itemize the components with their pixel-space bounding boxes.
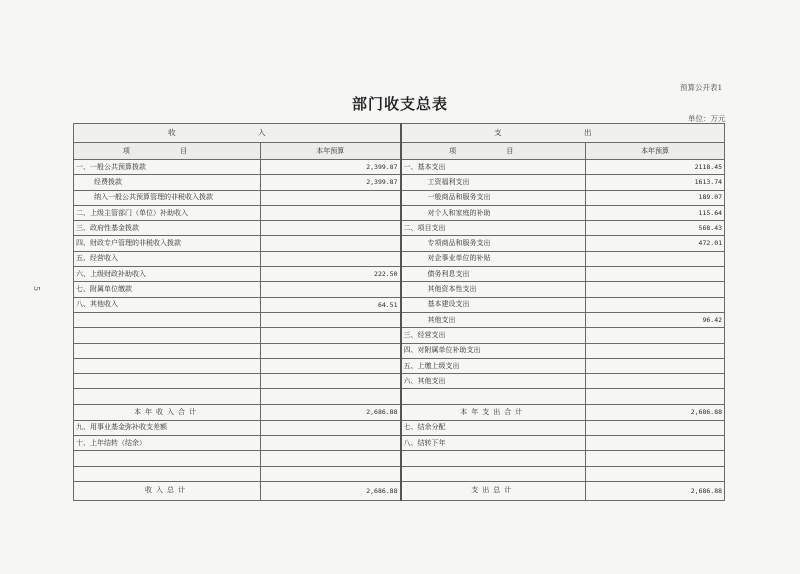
form-number: 预算公开表1 bbox=[680, 83, 723, 92]
income-subtotal-label: 本年收入合计 bbox=[74, 404, 261, 420]
income-item-label: 六、上级财政补助收入 bbox=[74, 267, 261, 282]
expense-item-label: 一般商品和服务支出 bbox=[401, 190, 586, 205]
expense-budget-value: 96.42 bbox=[586, 312, 725, 327]
expense-item-label: 其他支出 bbox=[401, 312, 586, 327]
income-budget-value bbox=[261, 374, 401, 389]
income-total-label: 收入总计 bbox=[74, 481, 261, 500]
income-budget-value bbox=[261, 236, 401, 251]
subtotal-row bbox=[74, 404, 725, 420]
income-budget-value bbox=[261, 312, 401, 327]
expense-item-label bbox=[401, 389, 586, 404]
expense-item-label: 专项商品和服务支出 bbox=[401, 236, 586, 251]
expense-budget-value bbox=[586, 389, 725, 404]
income-item-label: 三、政府性基金拨款 bbox=[74, 221, 261, 236]
expense-item-label: 八、结转下年 bbox=[401, 436, 586, 451]
table-row bbox=[74, 358, 725, 373]
income-budget-value bbox=[261, 251, 401, 266]
expense-total-value: 2,686.88 bbox=[586, 481, 725, 500]
income-budget-value: 222.50 bbox=[261, 267, 401, 282]
expense-item-label: 债务利息支出 bbox=[401, 267, 586, 282]
income-budget-value bbox=[261, 451, 401, 466]
expense-budget-value: 1613.74 bbox=[586, 175, 725, 190]
expense-budget-value bbox=[586, 436, 725, 451]
table-row bbox=[74, 282, 725, 297]
table-row bbox=[74, 236, 725, 251]
expense-item-label: 七、结余分配 bbox=[401, 420, 586, 435]
income-item-label bbox=[74, 374, 261, 389]
income-budget-value: 64.51 bbox=[261, 297, 401, 312]
expense-item-label: 二、项目支出 bbox=[401, 221, 586, 236]
income-item-label bbox=[74, 389, 261, 404]
income-item-label: 经费拨款 bbox=[74, 175, 261, 190]
income-budget-header: 本年预算 bbox=[261, 143, 401, 160]
expense-budget-value bbox=[586, 343, 725, 358]
income-item-label: 一、一般公共预算拨款 bbox=[74, 160, 261, 175]
income-item-label bbox=[74, 466, 261, 481]
income-item-label: 七、附属单位缴款 bbox=[74, 282, 261, 297]
table-row bbox=[74, 221, 725, 236]
unit-label: 单位：万元 bbox=[688, 114, 726, 123]
expense-budget-value bbox=[586, 451, 725, 466]
income-budget-value bbox=[261, 343, 401, 358]
income-item-label: 二、上级主管部门（单位）补助收入 bbox=[74, 205, 261, 220]
income-budget-value bbox=[261, 205, 401, 220]
table-row bbox=[74, 312, 725, 327]
income-subtotal-value: 2,686.88 bbox=[261, 404, 401, 420]
table-row bbox=[74, 420, 725, 435]
income-item-label: 九、用事业基金弥补收支差额 bbox=[74, 420, 261, 435]
expense-total-label: 支出总计 bbox=[401, 481, 586, 500]
table-row bbox=[74, 190, 725, 205]
expense-budget-value bbox=[586, 420, 725, 435]
budget-table-body bbox=[74, 124, 725, 501]
expense-budget-value: 2118.45 bbox=[586, 160, 725, 175]
expense-item-label: 工资福利支出 bbox=[401, 175, 586, 190]
table-row bbox=[74, 436, 725, 451]
expense-budget-header: 本年预算 bbox=[586, 143, 725, 160]
expense-item-label bbox=[401, 466, 586, 481]
table-row bbox=[74, 251, 725, 266]
expense-budget-value bbox=[586, 466, 725, 481]
expense-budget-value bbox=[586, 328, 725, 343]
income-item-label: 八、其他收入 bbox=[74, 297, 261, 312]
expense-budget-value bbox=[586, 297, 725, 312]
table-row bbox=[74, 267, 725, 282]
expense-budget-value bbox=[586, 251, 725, 266]
expense-subtotal-value: 2,686.88 bbox=[586, 404, 725, 420]
income-section-header: 收 入 bbox=[74, 124, 401, 143]
income-budget-value bbox=[261, 328, 401, 343]
income-item-label bbox=[74, 312, 261, 327]
income-budget-value bbox=[261, 358, 401, 373]
table-row bbox=[74, 343, 725, 358]
table-row bbox=[74, 389, 725, 404]
income-budget-value bbox=[261, 420, 401, 435]
expense-item-label: 四、对附属单位补助支出 bbox=[401, 343, 586, 358]
expense-item-label: 其他资本性支出 bbox=[401, 282, 586, 297]
page-side-mark: 5 bbox=[32, 285, 42, 292]
expense-item-label: 对企事业单位的补贴 bbox=[401, 251, 586, 266]
expense-subtotal-label: 本年支出合计 bbox=[401, 404, 586, 420]
expense-budget-value: 472.01 bbox=[586, 236, 725, 251]
expense-item-label: 对个人和家庭的补助 bbox=[401, 205, 586, 220]
income-item-label: 五、经营收入 bbox=[74, 251, 261, 266]
table-row bbox=[74, 374, 725, 389]
expense-section-header: 支 出 bbox=[401, 124, 725, 143]
expense-budget-value: 189.07 bbox=[586, 190, 725, 205]
income-budget-value bbox=[261, 436, 401, 451]
income-budget-value bbox=[261, 282, 401, 297]
table-row bbox=[74, 328, 725, 343]
expense-budget-value bbox=[586, 267, 725, 282]
table-row bbox=[74, 175, 725, 190]
expense-item-label: 六、其他支出 bbox=[401, 374, 586, 389]
table-row bbox=[74, 160, 725, 175]
expense-item-label: 基本建设支出 bbox=[401, 297, 586, 312]
expense-budget-value bbox=[586, 374, 725, 389]
expense-item-label bbox=[401, 451, 586, 466]
expense-budget-value bbox=[586, 282, 725, 297]
income-item-label: 纳入一般公共预算管理的非税收入拨款 bbox=[74, 190, 261, 205]
table-row bbox=[74, 451, 725, 466]
income-budget-value bbox=[261, 190, 401, 205]
expense-item-label: 一、基本支出 bbox=[401, 160, 586, 175]
page-title: 部门收支总表 bbox=[351, 95, 448, 113]
income-total-value: 2,686.88 bbox=[261, 481, 401, 500]
expense-budget-value: 568.43 bbox=[586, 221, 725, 236]
income-item-label bbox=[74, 328, 261, 343]
income-budget-value bbox=[261, 466, 401, 481]
expense-budget-value bbox=[586, 358, 725, 373]
income-item-label bbox=[74, 451, 261, 466]
income-budget-value bbox=[261, 389, 401, 404]
table-row bbox=[74, 297, 725, 312]
income-item-label bbox=[74, 343, 261, 358]
income-budget-value bbox=[261, 221, 401, 236]
expense-item-label: 三、经营支出 bbox=[401, 328, 586, 343]
income-budget-value: 2,399.87 bbox=[261, 160, 401, 175]
income-budget-value: 2,399.87 bbox=[261, 175, 401, 190]
section-header-row bbox=[74, 124, 725, 143]
column-header-row bbox=[74, 143, 725, 160]
table-row bbox=[74, 205, 725, 220]
income-item-label: 四、财政专户管理的非税收入拨款 bbox=[74, 236, 261, 251]
income-item-label bbox=[74, 358, 261, 373]
income-item-header: 项 目 bbox=[74, 143, 261, 160]
budget-table bbox=[73, 123, 725, 501]
expense-budget-value: 115.64 bbox=[586, 205, 725, 220]
table-row bbox=[74, 466, 725, 481]
expense-item-header: 项 目 bbox=[401, 143, 586, 160]
expense-item-label: 五、上缴上级支出 bbox=[401, 358, 586, 373]
income-item-label: 十、上年结转（结余） bbox=[74, 436, 261, 451]
grand-total-row bbox=[74, 481, 725, 500]
